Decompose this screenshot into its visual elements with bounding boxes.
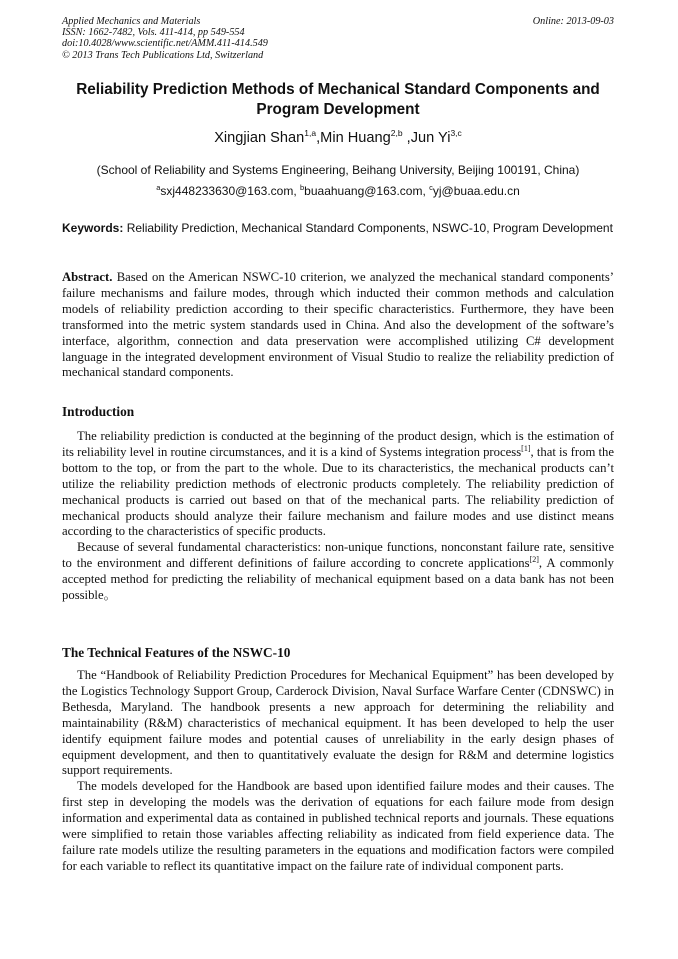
introduction-heading: Introduction <box>62 404 135 419</box>
author-name: Xingjian Shan <box>214 129 305 146</box>
affiliation: (School of Reliability and Systems Engineering, Beihang University, Beijing 100191, China) <box>96 163 580 177</box>
author-affil-sup: 3,c <box>450 128 462 138</box>
paragraph <box>62 429 614 540</box>
paragraph <box>62 540 614 604</box>
introduction-body <box>62 429 614 604</box>
email-sup: a <box>156 183 161 192</box>
paragraph-text: , that is from the bottom to the top, or from the part to the whole. Due to its characteristics, the mechanical products can’t utilize the reliability prediction methods of electronic products completely. The reliability prediction of mechanical products is carried out based on that of the mechanical parts. The reliability prediction of mechanical products should analyze their failure mechanism and failure modes and use distinct means according to the characteristics of specific products. <box>62 444 615 539</box>
email-sup: c <box>429 183 433 192</box>
email-separator: , <box>293 184 300 198</box>
keywords-block <box>62 221 614 235</box>
author-affil-sup: 2,b <box>390 128 403 138</box>
technical-features-body <box>62 668 614 875</box>
paragraph: The models developed for the Handbook are based upon identified failure modes and their causes. The first step in developing the models was the derivation of equations for each failure mode from design information and experimental data as contained in published technical reports and journals. These equations were simplified to retain those variables affecting reliability as indicated from field experience data. The failure rate models utilize the resulting parameters in the equations and modification factors were compiled for each variable to reflect its quantitative impact on the failure rate of individual component parts. <box>62 779 614 873</box>
paragraph: The “Handbook of Reliability Prediction Procedures for Mechanical Equipment” has been developed by the Logistics Technology Support Group, Carderock Division, Naval Surface Warfare Center (CDNSWC) in Bethesda, Maryland. The handbook presents a new approach for determining the reliability and maintainability (R&M) characteristics of mechanical equipment. It has been developed to help the user identify equipment failure modes and potential causes of unreliability in the early design phases of equipment development, and then to quantitatively evaluate the design for R&M and determine logistics support requirements. <box>62 668 614 778</box>
email-sup: b <box>300 183 305 192</box>
online-date: Online: 2013-09-03 <box>532 16 614 27</box>
journal-header <box>62 16 614 61</box>
technical-features-heading: The Technical Features of the NSWC-10 <box>62 645 291 660</box>
journal-name: Applied Mechanics and Materials <box>62 16 201 27</box>
author-name: Min Huang <box>320 129 391 146</box>
keywords-text: Reliability Prediction, Mechanical Standard Components, NSWC-10, Program Development <box>126 221 613 235</box>
email-list <box>62 183 614 198</box>
abstract-block <box>62 270 614 381</box>
email-link[interactable]: buaahuang@163.com <box>304 184 423 198</box>
author-list <box>62 128 614 146</box>
author-affil-sup: 1,a <box>304 128 317 138</box>
citation-ref[interactable]: [2] <box>529 555 539 565</box>
keywords-label: Keywords: <box>62 221 124 235</box>
author-name: Jun Yi <box>410 129 451 146</box>
citation-ref[interactable]: [1] <box>521 443 531 453</box>
abstract-label: Abstract. <box>62 270 113 284</box>
author-separator: , <box>316 129 321 146</box>
email-link[interactable]: yj@buaa.edu.cn <box>432 184 520 198</box>
email-separator: , <box>422 184 430 198</box>
abstract-text: Based on the American NSWC-10 criterion, we analyzed the mechanical standard components’ failure mechanisms and failure modes, through which inducted their common methods and calculation models of reliability prediction according to their specific characteristics. Furthermore, they have been transformed into the metric system standards used in China. And also the development of the software’s interface, algorithm, connection and data preservation were accomplished utilizing C# development language in the integrated development environment of Visual Studio to realize the reliability prediction of mechanical standard components. <box>62 270 614 380</box>
paragraph-text: The reliability prediction is conducted at the beginning of the product design, which is the estimation of its reliability level in routine circumstances, and it is a kind of Systems integration process <box>62 429 614 459</box>
doi-line[interactable]: doi:10.4028/www.scientific.net/AMM.411-414.549 <box>62 38 268 50</box>
email-link[interactable]: sxj448233630@163.com <box>160 184 294 198</box>
paragraph-text: Because of several fundamental characteristics: non-unique functions, nonconstant failure rate, sensitive to the environment and different definitions of failure according to concrete applications <box>62 540 614 571</box>
copyright-line: © 2013 Trans Tech Publications Ltd, Switzerland <box>62 49 264 61</box>
author-separator: , <box>402 129 411 146</box>
paragraph-text: , A commonly accepted method for predicting the reliability of mechanical equipment based on a data bank has not been possible。 <box>62 556 614 603</box>
paper-title: Reliability Prediction Methods of Mechanical Standard Components and Program Development <box>76 81 600 118</box>
issn-line: ISSN: 1662-7482, Vols. 411-414, pp 549-554 <box>62 27 245 39</box>
